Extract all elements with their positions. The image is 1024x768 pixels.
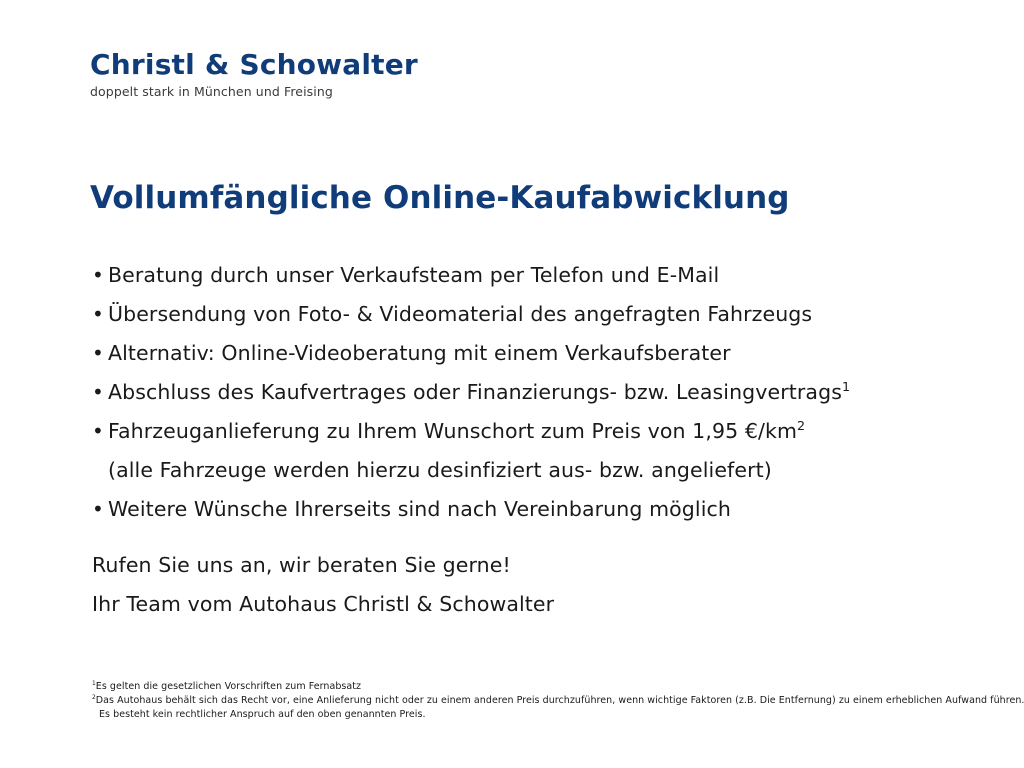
closing-line-call: Rufen Sie uns an, wir beraten Sie gerne!: [92, 553, 511, 577]
list-item: [92, 418, 972, 444]
footnote-marker: 1: [92, 680, 96, 687]
footnote-marker: 2: [92, 694, 96, 701]
list-item: [92, 496, 972, 522]
bullet-dot-icon: •: [92, 497, 104, 521]
list-item: [92, 301, 972, 327]
brand-name: Christl & Schowalter: [90, 48, 418, 81]
closing-line-signature: Ihr Team vom Autohaus Christl & Schowalter: [92, 592, 555, 616]
list-item-label: Weitere Wünsche Ihrerseits sind nach Vereinbarung möglich: [108, 497, 731, 521]
closing-block: [92, 552, 554, 630]
list-item-label: Beratung durch unser Verkaufsteam per Telefon und E-Mail: [108, 263, 720, 287]
footnote-ref: 2: [797, 418, 806, 434]
bullet-list: [92, 262, 972, 535]
list-item-label: Übersendung von Foto- & Videomaterial des angefragten Fahrzeugs: [108, 302, 813, 326]
list-item-label: Abschluss des Kaufvertrages oder Finanzierungs- bzw. Leasingvertrags$^1$: [108, 379, 851, 404]
list-item: [92, 262, 972, 288]
footnotes-block: [92, 680, 1024, 722]
footnote-2: $^2$Das Autohaus behält sich das Recht vor, eine Anlieferung nicht oder zu einem anderen Preis durchzuführen, wenn wichtige Faktoren (z.B. Die Entfernung) zu einem erheblichen Aufwand führen.: [92, 694, 1024, 706]
footnote-1: $^1$Es gelten die gesetzlichen Vorschriften zum Fernabsatz: [92, 680, 362, 692]
list-item-subline: (alle Fahrzeuge werden hierzu desinfiziert aus- bzw. angeliefert): [108, 458, 772, 482]
list-item-label: Alternativ: Online-Videoberatung mit einem Verkaufsberater: [108, 341, 731, 365]
list-item: [92, 340, 972, 366]
brand-tagline: doppelt stark in München und Freising: [90, 83, 333, 99]
brand-block: [90, 50, 418, 99]
bullet-dot-icon: •: [92, 419, 104, 443]
bullet-dot-icon: •: [92, 341, 104, 365]
list-item-label: Fahrzeuganlieferung zu Ihrem Wunschort zum Preis von 1,95 $€/km^2$: [108, 418, 806, 443]
bullet-dot-icon: •: [92, 380, 104, 404]
list-item: [92, 379, 972, 405]
bullet-dot-icon: •: [92, 302, 104, 326]
bullet-dot-icon: •: [92, 263, 104, 287]
footnote-ref: 1: [842, 379, 851, 395]
page-title: Vollumfängliche Online-Kaufabwicklung: [90, 180, 790, 216]
footnote-2-continued: Es besteht kein rechtlicher Anspruch auf den oben genannten Preis.: [99, 709, 426, 720]
